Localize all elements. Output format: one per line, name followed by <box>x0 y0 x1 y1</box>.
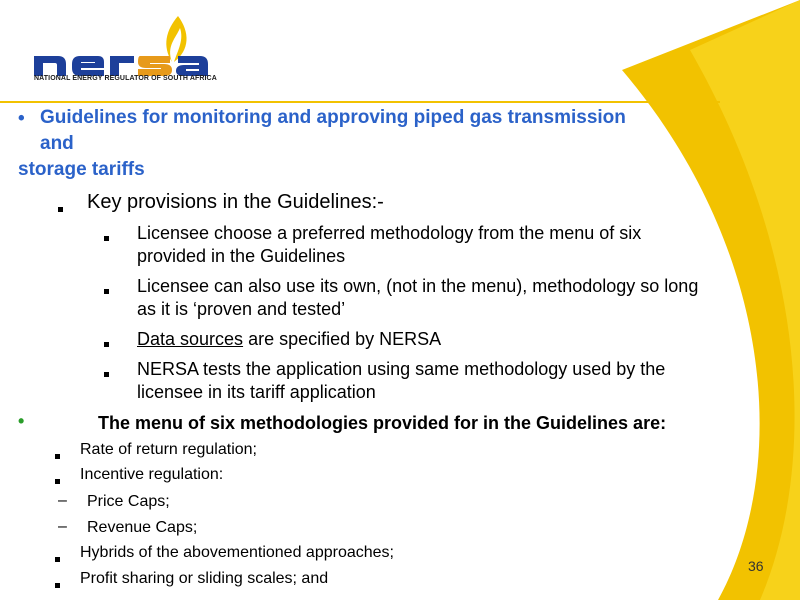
provision-item-2-line1: Licensee can also use its own, (not in the menu), methodology so long <box>137 276 699 296</box>
provisions-bullet <box>58 199 63 217</box>
menu-bullet: • <box>18 411 25 431</box>
provision-item-2-line2: as it is ‘proven and tested’ <box>137 299 346 319</box>
menu-item-bullet <box>55 446 60 464</box>
heading-bullet: • <box>18 108 25 129</box>
provision-item-3-rest: are specified by NERSA <box>243 329 442 349</box>
menu-subitem-dash: – <box>58 492 67 509</box>
provision-bullet <box>104 334 109 352</box>
menu-item-5: Hybrids of the abovementioned approaches; <box>80 544 394 561</box>
provision-item-4-line1: NERSA tests the application using same methodology used by the <box>137 359 666 379</box>
data-sources-link[interactable]: Data sources <box>137 329 244 349</box>
heading-line3: storage tariffs <box>18 159 145 180</box>
page-number: 36 <box>748 558 764 574</box>
menu-item-bullet <box>55 575 60 593</box>
provision-bullet <box>104 281 109 299</box>
heading-line2: and <box>40 133 74 154</box>
logo-subtitle: NATIONAL ENERGY REGULATOR OF SOUTH AFRICA <box>34 75 217 82</box>
menu-title: The menu of six methodologies provided for in the Guidelines are: <box>98 413 667 433</box>
provisions-title: Key provisions in the Guidelines:- <box>87 191 384 213</box>
provision-item-3 <box>137 328 441 351</box>
provision-item-1-line1: Licensee choose a preferred methodology from the menu of six <box>137 223 642 243</box>
menu-subitem-dash: – <box>58 518 67 535</box>
menu-item-4: Revenue Caps; <box>87 519 198 536</box>
menu-item-6: Profit sharing or sliding scales; and <box>80 570 329 587</box>
provision-item-4-line2: licensee in its tariff application <box>137 382 376 402</box>
provision-item-1-line2: provided in the Guidelines <box>137 246 346 266</box>
heading-line1: Guidelines for monitoring and approving piped gas transmission <box>40 107 626 128</box>
menu-item-3: Price Caps; <box>87 493 170 510</box>
menu-item-bullet <box>55 549 60 567</box>
provision-bullet <box>104 228 109 246</box>
menu-item-1: Rate of return regulation; <box>80 441 257 458</box>
menu-item-bullet <box>55 471 60 489</box>
provision-bullet <box>104 364 109 382</box>
menu-item-2: Incentive regulation: <box>80 466 224 483</box>
